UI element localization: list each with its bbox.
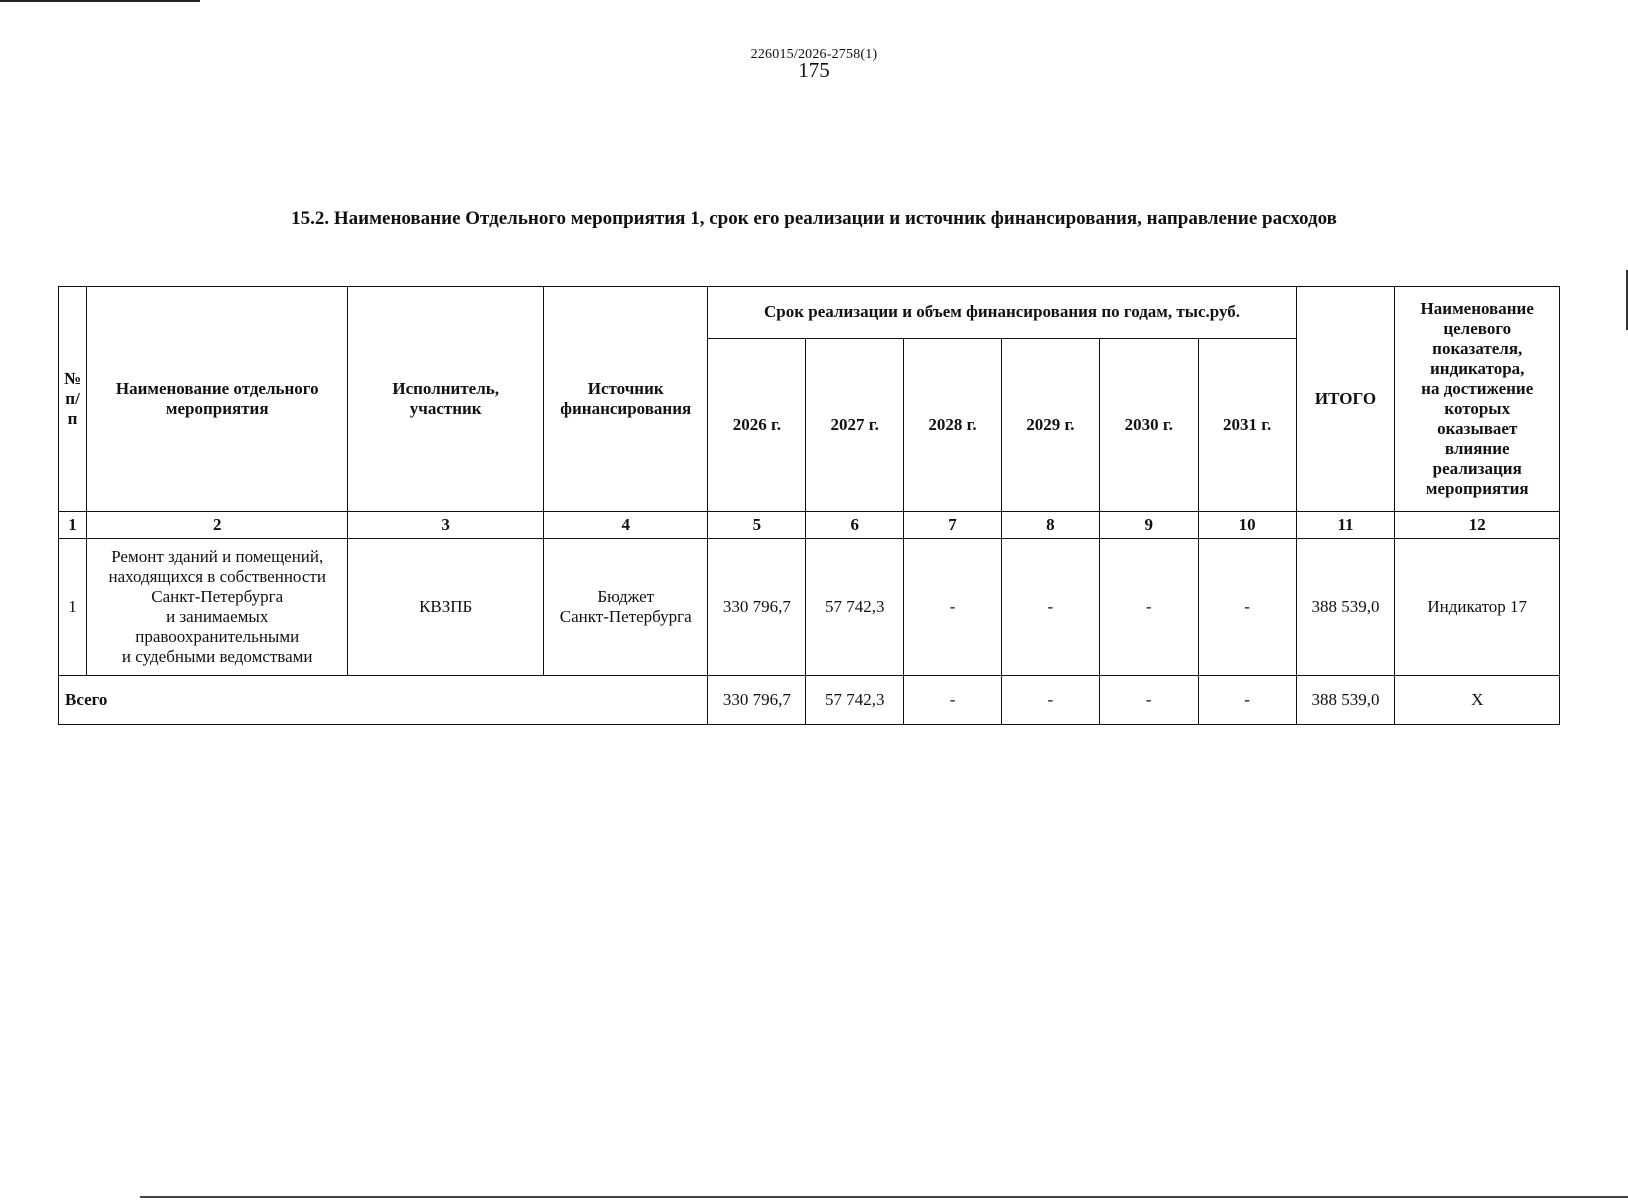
header-year: 2028 г. xyxy=(904,339,1002,512)
column-number-row xyxy=(59,512,1560,539)
column-number: 8 xyxy=(1001,512,1099,539)
funding-source: Бюджет Санкт-Петербурга xyxy=(544,539,708,676)
total-label: Всего xyxy=(59,676,708,725)
document-number: 226015/2026-2758(1) xyxy=(750,47,878,62)
scan-border-bottom xyxy=(140,1196,1628,1198)
year-amount: 330 796,7 xyxy=(708,539,806,676)
total-row xyxy=(59,676,1560,725)
year-amount: 57 742,3 xyxy=(806,539,904,676)
total-year-amount: - xyxy=(1001,676,1099,725)
year-amount: - xyxy=(904,539,1002,676)
column-number: 10 xyxy=(1198,512,1296,539)
column-number: 12 xyxy=(1395,512,1560,539)
total-year-amount: - xyxy=(1099,676,1198,725)
indicator: Индикатор 17 xyxy=(1395,539,1560,676)
header-year: 2026 г. xyxy=(708,339,806,512)
column-number: 4 xyxy=(544,512,708,539)
total-year-amount: 330 796,7 xyxy=(708,676,806,725)
header-executor: Исполнитель, участник xyxy=(348,287,544,512)
header-measure-name: Наименование отдельного мероприятия xyxy=(87,287,348,512)
header-num: № п/п xyxy=(59,287,87,512)
year-amount: - xyxy=(1198,539,1296,676)
header-period-group: Срок реализации и объем финансирования по годам, тыс.руб. xyxy=(708,287,1296,339)
header-year: 2029 г. xyxy=(1001,339,1099,512)
executor: КВЗПБ xyxy=(348,539,544,676)
total-year-amount: 57 742,3 xyxy=(806,676,904,725)
page-number: 175 xyxy=(798,58,830,82)
column-number: 7 xyxy=(904,512,1002,539)
column-number: 11 xyxy=(1296,512,1395,539)
column-number: 9 xyxy=(1099,512,1198,539)
column-number: 3 xyxy=(348,512,544,539)
total-year-amount: - xyxy=(1198,676,1296,725)
column-number: 6 xyxy=(806,512,904,539)
total-indicator: Х xyxy=(1395,676,1560,725)
table-header-row xyxy=(59,287,1560,339)
header-funding-source: Источник финансирования xyxy=(544,287,708,512)
scan-border-top xyxy=(0,0,200,2)
header-year: 2027 г. xyxy=(806,339,904,512)
column-number: 5 xyxy=(708,512,806,539)
column-number: 2 xyxy=(87,512,348,539)
header-year: 2030 г. xyxy=(1099,339,1198,512)
section-title: 15.2. Наименование Отдельного мероприятия 1, срок его реализации и источник финансирования, направление расходов xyxy=(291,208,1337,229)
year-amount: - xyxy=(1099,539,1198,676)
financing-table xyxy=(58,286,1560,725)
header-total: ИТОГО xyxy=(1296,287,1395,512)
year-amount: - xyxy=(1001,539,1099,676)
row-num: 1 xyxy=(59,539,87,676)
total-year-amount: - xyxy=(904,676,1002,725)
column-number: 1 xyxy=(59,512,87,539)
header-year: 2031 г. xyxy=(1198,339,1296,512)
table-row xyxy=(59,539,1560,676)
grand-total: 388 539,0 xyxy=(1296,676,1395,725)
header-indicator: Наименование целевого показателя, индикатора, на достижение которых оказывает влияние реализация мероприятия xyxy=(1395,287,1560,512)
row-total: 388 539,0 xyxy=(1296,539,1395,676)
measure-name: Ремонт зданий и помещений, находящихся в собственности Санкт-Петербурга и занимаемых правоохранительными и судебными ведомствами xyxy=(87,539,348,676)
